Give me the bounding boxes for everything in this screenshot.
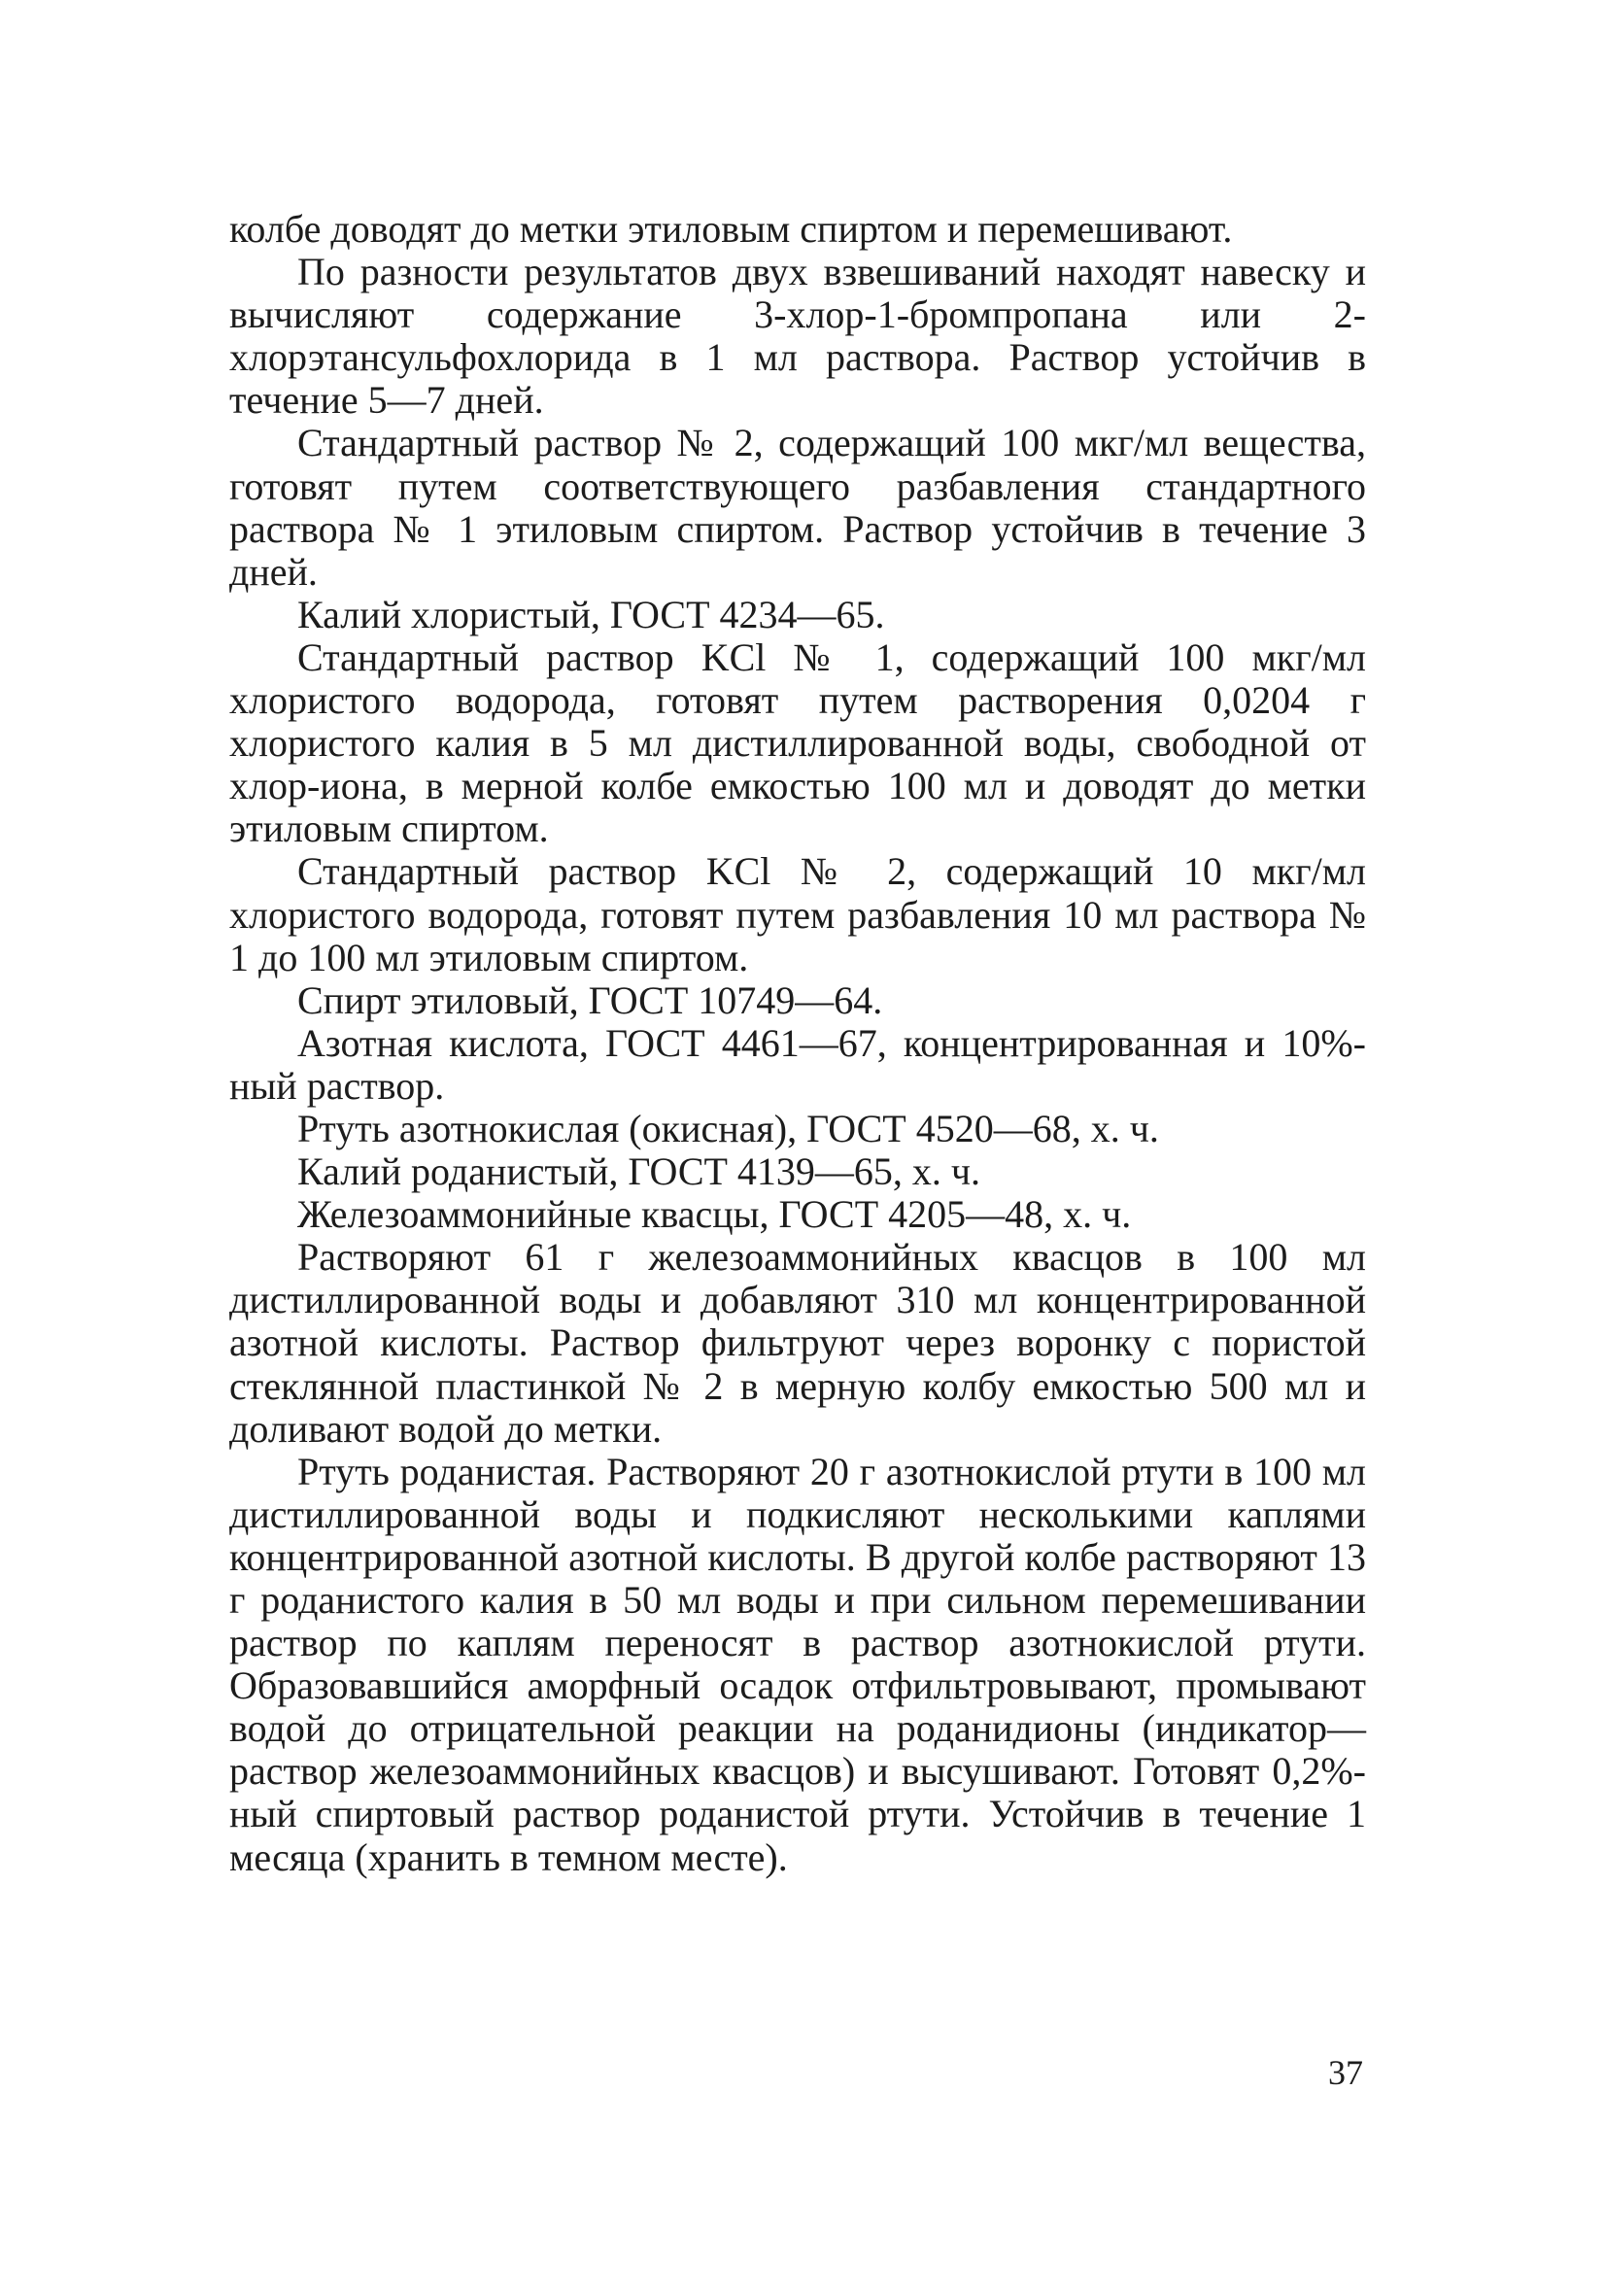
paragraph: Азотная кислота, ГОСТ 4461—67, концентрированная и 10%-ный раствор. — [229, 1020, 1366, 1108]
paragraph: Стандартный раствор KCl № 1, содержащий 100 мкг/мл хлористого водорода, готовят путем растворения 0,0204 г хлористого калия в 5 мл дистиллированной воды, свободной от хлор-иона, в мерной колбе емкостью 100 мл и доводят до метки этиловым спиртом. — [229, 634, 1366, 851]
paragraph: Калий хлористый, ГОСТ 4234—65. — [297, 592, 885, 636]
paragraph: По разности результатов двух взвешиваний находят навеску и вычисляют содержание 3-хлор-1-бромпропана или 2-хлорэтансульфохлорида в 1 мл раствора. Раствор устойчив в течение 5—7 дней. — [229, 250, 1366, 423]
paragraph: Железоаммонийные квасцы, ГОСТ 4205—48, х. ч. — [297, 1192, 1132, 1237]
paragraph: Ртуть азотнокислая (окисная), ГОСТ 4520—68, х. ч. — [297, 1106, 1159, 1150]
paragraph: Ртуть роданистая. Растворяют 20 г азотнокислой ртути в 100 мл дистиллированной воды и подкисляют несколькими каплями концентрированной азотной кислоты. В другой колбе растворяют 13 г роданистого калия в 50 мл воды и при сильном перемешивании раствор по каплям переносят в раствор азотнокислой ртути. Образовавшийся аморфный осадок отфильтровывают, промывают водой до отрицательной реакции на роданидионы (индикатор—раствор железоаммонийных квасцов) и высушивают. Готовят 0,2%-ный спиртовый раствор роданистой ртути. Устойчив в течение 1 месяца (хранить в темном месте). — [229, 1449, 1366, 1879]
paragraph: колбе доводят до метки этиловым спиртом и перемешивают. — [229, 207, 1233, 251]
paragraph: Спирт этиловый, ГОСТ 10749—64. — [297, 977, 883, 1022]
paragraph: Калий роданистый, ГОСТ 4139—65, х. ч. — [297, 1149, 981, 1194]
page-body — [229, 208, 1366, 2073]
paragraph: Растворяют 61 г железоаммонийных квасцов в 100 мл дистиллированной воды и добавляют 310 мл концентрированной азотной кислоты. Раствор фильтруют через воронку с пористой стеклянной пластинкой № 2 в мерную колбу емкостью 500 мл и доливают водой до метки. — [229, 1235, 1366, 1451]
page-number: 37 — [1328, 2053, 1363, 2092]
paragraph: Стандартный раствор № 2, содержащий 100 мкг/мл вещества, готовят путем соответствующего разбавления стандартного раствора № 1 этиловым спиртом. Раствор устойчив в течение 3 дней. — [229, 421, 1366, 594]
paragraph: Стандартный раствор KCl № 2, содержащий 10 мкг/мл хлористого водорода, готовят путем разбавления 10 мл раствора № 1 до 100 мл этиловым спиртом. — [229, 849, 1366, 979]
